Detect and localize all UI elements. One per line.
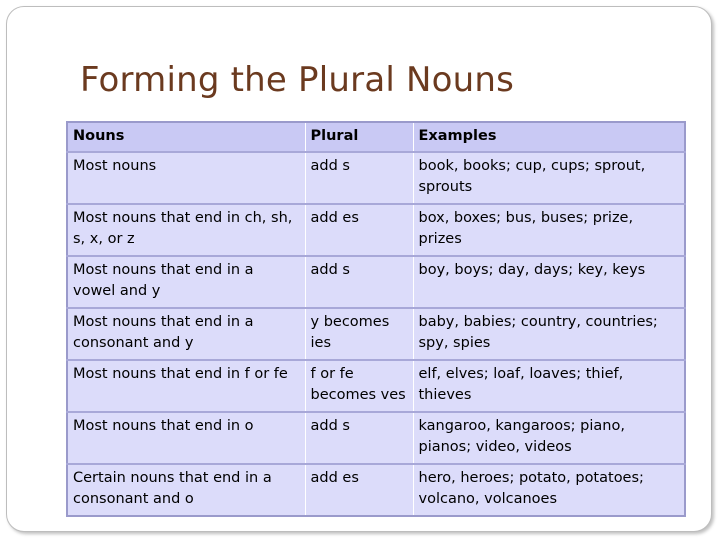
table-row [67, 204, 685, 256]
header-examples: Examples [413, 122, 685, 152]
table-row [67, 360, 685, 412]
examples-cell: hero, heroes; potato, potatoes; volcano, volcanoes [413, 464, 685, 516]
examples-cell: boy, boys; day, days; key, keys [413, 256, 685, 308]
header-nouns: Nouns [67, 122, 305, 152]
table-row [67, 464, 685, 516]
plural-rules-table [66, 121, 686, 517]
examples-cell: box, boxes; bus, buses; prize, prizes [413, 204, 685, 256]
examples-cell: kangaroo, kangaroos; piano, pianos; video, videos [413, 412, 685, 464]
nouns-cell: Most nouns that end in f or fe [67, 360, 305, 412]
table-row [67, 412, 685, 464]
nouns-cell: Most nouns that end in a vowel and y [67, 256, 305, 308]
examples-cell: elf, elves; loaf, loaves; thief, thieves [413, 360, 685, 412]
plural-cell: y becomes ies [305, 308, 413, 360]
plural-cell: f or fe becomes ves [305, 360, 413, 412]
plural-cell: add s [305, 256, 413, 308]
nouns-cell: Most nouns that end in ch, sh, s, x, or z [67, 204, 305, 256]
nouns-cell: Most nouns [67, 152, 305, 204]
table-header-row [67, 122, 685, 152]
nouns-cell: Most nouns that end in o [67, 412, 305, 464]
table-row [67, 256, 685, 308]
plural-cell: add es [305, 464, 413, 516]
nouns-cell: Most nouns that end in a consonant and y [67, 308, 305, 360]
plural-cell: add s [305, 412, 413, 464]
table-row [67, 308, 685, 360]
examples-cell: baby, babies; country, countries; spy, spies [413, 308, 685, 360]
plural-rules-table-container [66, 121, 684, 517]
slide-title: Forming the Plural Nouns [80, 60, 515, 100]
plural-cell: add s [305, 152, 413, 204]
table-row [67, 152, 685, 204]
examples-cell: book, books; cup, cups; sprout, sprouts [413, 152, 685, 204]
plural-cell: add es [305, 204, 413, 256]
header-plural: Plural [305, 122, 413, 152]
nouns-cell: Certain nouns that end in a consonant and o [67, 464, 305, 516]
